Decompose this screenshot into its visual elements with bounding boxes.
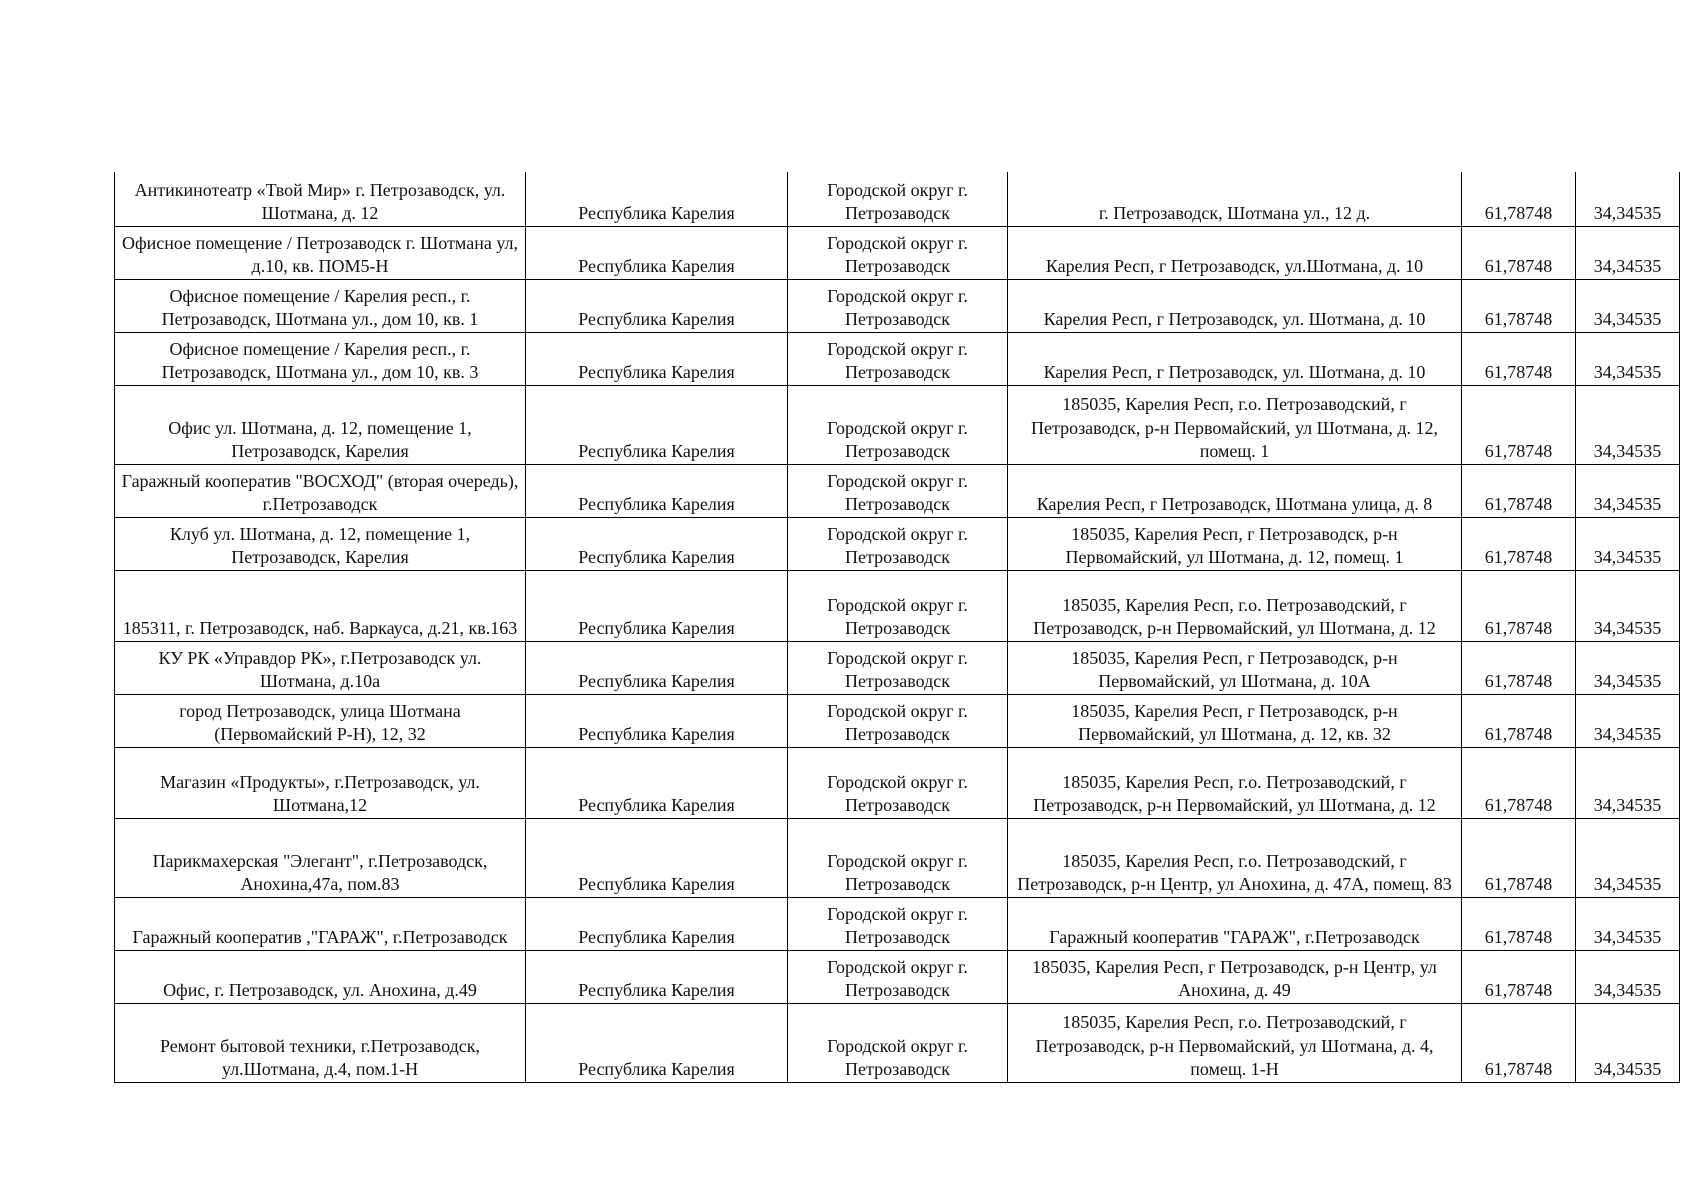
district-cell: Городской округ г. Петрозаводск [788, 950, 1008, 1003]
latitude-cell: 61,78748 [1462, 570, 1576, 641]
objects-table-body [115, 172, 1680, 1082]
object-name-cell: Гаражный кооператив "ВОСХОД" (вторая очередь), г.Петрозаводск [115, 464, 526, 517]
table-row [115, 570, 1680, 641]
district-cell: Городской округ г. Петрозаводск [788, 172, 1008, 226]
address-cell: 185035, Карелия Респ, г.о. Петрозаводский, г Петрозаводск, р-н Центр, ул Анохина, д. 47А, помещ. 83 [1008, 818, 1462, 897]
table-row [115, 897, 1680, 950]
latitude-cell: 61,78748 [1462, 332, 1576, 385]
longitude-cell: 34,34535 [1576, 517, 1680, 570]
table-row [115, 332, 1680, 385]
table-row [115, 1003, 1680, 1082]
object-name-cell: 185311, г. Петрозаводск, наб. Варкауса, д.21, кв.163 [115, 570, 526, 641]
district-cell: Городской округ г. Петрозаводск [788, 641, 1008, 694]
table-row [115, 694, 1680, 747]
table-row [115, 747, 1680, 818]
region-cell: Республика Карелия [526, 385, 788, 464]
longitude-cell: 34,34535 [1576, 897, 1680, 950]
object-name-cell: Гаражный кооператив ,"ГАРАЖ", г.Петрозаводск [115, 897, 526, 950]
table-row [115, 226, 1680, 279]
object-name-cell: Магазин «Продукты», г.Петрозаводск, ул. Шотмана,12 [115, 747, 526, 818]
table-row [115, 950, 1680, 1003]
longitude-cell: 34,34535 [1576, 279, 1680, 332]
address-cell: Карелия Респ, г Петрозаводск, Шотмана улица, д. 8 [1008, 464, 1462, 517]
object-name-cell: город Петрозаводск, улица Шотмана (Первомайский Р-Н), 12, 32 [115, 694, 526, 747]
district-cell: Городской округ г. Петрозаводск [788, 897, 1008, 950]
latitude-cell: 61,78748 [1462, 517, 1576, 570]
longitude-cell: 34,34535 [1576, 1003, 1680, 1082]
address-cell: 185035, Карелия Респ, г.о. Петрозаводский, г Петрозаводск, р-н Первомайский, ул Шотмана, д. 12, помещ. 1 [1008, 385, 1462, 464]
table-row [115, 385, 1680, 464]
district-cell: Городской округ г. Петрозаводск [788, 818, 1008, 897]
object-name-cell: КУ РК «Управдор РК», г.Петрозаводск ул. Шотмана, д.10а [115, 641, 526, 694]
object-name-cell: Офисное помещение / Петрозаводск г. Шотмана ул, д.10, кв. ПОМ5-Н [115, 226, 526, 279]
latitude-cell: 61,78748 [1462, 818, 1576, 897]
region-cell: Республика Карелия [526, 641, 788, 694]
address-cell: Гаражный кооператив "ГАРАЖ", г.Петрозаводск [1008, 897, 1462, 950]
latitude-cell: 61,78748 [1462, 747, 1576, 818]
region-cell: Республика Карелия [526, 332, 788, 385]
latitude-cell: 61,78748 [1462, 172, 1576, 226]
table-row [115, 464, 1680, 517]
latitude-cell: 61,78748 [1462, 897, 1576, 950]
address-cell: 185035, Карелия Респ, г.о. Петрозаводский, г Петрозаводск, р-н Первомайский, ул Шотмана, д. 12 [1008, 747, 1462, 818]
object-name-cell: Офис, г. Петрозаводск, ул. Анохина, д.49 [115, 950, 526, 1003]
latitude-cell: 61,78748 [1462, 279, 1576, 332]
region-cell: Республика Карелия [526, 897, 788, 950]
object-name-cell: Парикмахерская "Элегант", г.Петрозаводск, Анохина,47а, пом.83 [115, 818, 526, 897]
region-cell: Республика Карелия [526, 694, 788, 747]
region-cell: Республика Карелия [526, 747, 788, 818]
address-cell: Карелия Респ, г Петрозаводск, ул. Шотмана, д. 10 [1008, 279, 1462, 332]
table-row [115, 172, 1680, 226]
region-cell: Республика Карелия [526, 950, 788, 1003]
object-name-cell: Клуб ул. Шотмана, д. 12, помещение 1, Петрозаводск, Карелия [115, 517, 526, 570]
latitude-cell: 61,78748 [1462, 464, 1576, 517]
table-row [115, 818, 1680, 897]
region-cell: Республика Карелия [526, 279, 788, 332]
district-cell: Городской округ г. Петрозаводск [788, 1003, 1008, 1082]
object-name-cell: Офисное помещение / Карелия респ., г. Петрозаводск, Шотмана ул., дом 10, кв. 3 [115, 332, 526, 385]
address-cell: 185035, Карелия Респ, г Петрозаводск, р-н Первомайский, ул Шотмана, д. 10А [1008, 641, 1462, 694]
objects-table [114, 172, 1680, 1083]
district-cell: Городской округ г. Петрозаводск [788, 226, 1008, 279]
region-cell: Республика Карелия [526, 464, 788, 517]
object-name-cell: Офис ул. Шотмана, д. 12, помещение 1, Петрозаводск, Карелия [115, 385, 526, 464]
region-cell: Республика Карелия [526, 818, 788, 897]
address-cell: 185035, Карелия Респ, г Петрозаводск, р-н Центр, ул Анохина, д. 49 [1008, 950, 1462, 1003]
longitude-cell: 34,34535 [1576, 464, 1680, 517]
region-cell: Республика Карелия [526, 1003, 788, 1082]
district-cell: Городской округ г. Петрозаводск [788, 570, 1008, 641]
object-name-cell: Ремонт бытовой техники, г.Петрозаводск, ул.Шотмана, д.4, пом.1-Н [115, 1003, 526, 1082]
longitude-cell: 34,34535 [1576, 332, 1680, 385]
longitude-cell: 34,34535 [1576, 950, 1680, 1003]
district-cell: Городской округ г. Петрозаводск [788, 517, 1008, 570]
address-cell: 185035, Карелия Респ, г.о. Петрозаводский, г Петрозаводск, р-н Первомайский, ул Шотмана, д. 12 [1008, 570, 1462, 641]
district-cell: Городской округ г. Петрозаводск [788, 464, 1008, 517]
table-row [115, 641, 1680, 694]
longitude-cell: 34,34535 [1576, 641, 1680, 694]
district-cell: Городской округ г. Петрозаводск [788, 332, 1008, 385]
latitude-cell: 61,78748 [1462, 385, 1576, 464]
region-cell: Республика Карелия [526, 226, 788, 279]
table-row [115, 279, 1680, 332]
longitude-cell: 34,34535 [1576, 747, 1680, 818]
object-name-cell: Антикинотеатр «Твой Мир» г. Петрозаводск, ул. Шотмана, д. 12 [115, 172, 526, 226]
address-cell: 185035, Карелия Респ, г Петрозаводск, р-н Первомайский, ул Шотмана, д. 12, помещ. 1 [1008, 517, 1462, 570]
address-cell: г. Петрозаводск, Шотмана ул., 12 д. [1008, 172, 1462, 226]
address-cell: Карелия Респ, г Петрозаводск, ул.Шотмана, д. 10 [1008, 226, 1462, 279]
latitude-cell: 61,78748 [1462, 950, 1576, 1003]
longitude-cell: 34,34535 [1576, 172, 1680, 226]
latitude-cell: 61,78748 [1462, 694, 1576, 747]
district-cell: Городской округ г. Петрозаводск [788, 385, 1008, 464]
address-cell: Карелия Респ, г Петрозаводск, ул. Шотмана, д. 10 [1008, 332, 1462, 385]
district-cell: Городской округ г. Петрозаводск [788, 279, 1008, 332]
district-cell: Городской округ г. Петрозаводск [788, 747, 1008, 818]
latitude-cell: 61,78748 [1462, 641, 1576, 694]
region-cell: Республика Карелия [526, 570, 788, 641]
longitude-cell: 34,34535 [1576, 570, 1680, 641]
address-cell: 185035, Карелия Респ, г Петрозаводск, р-н Первомайский, ул Шотмана, д. 12, кв. 32 [1008, 694, 1462, 747]
region-cell: Республика Карелия [526, 172, 788, 226]
longitude-cell: 34,34535 [1576, 385, 1680, 464]
object-name-cell: Офисное помещение / Карелия респ., г. Петрозаводск, Шотмана ул., дом 10, кв. 1 [115, 279, 526, 332]
latitude-cell: 61,78748 [1462, 1003, 1576, 1082]
table-row [115, 517, 1680, 570]
longitude-cell: 34,34535 [1576, 694, 1680, 747]
district-cell: Городской округ г. Петрозаводск [788, 694, 1008, 747]
longitude-cell: 34,34535 [1576, 226, 1680, 279]
latitude-cell: 61,78748 [1462, 226, 1576, 279]
address-cell: 185035, Карелия Респ, г.о. Петрозаводский, г Петрозаводск, р-н Первомайский, ул Шотмана, д. 4, помещ. 1-Н [1008, 1003, 1462, 1082]
region-cell: Республика Карелия [526, 517, 788, 570]
longitude-cell: 34,34535 [1576, 818, 1680, 897]
